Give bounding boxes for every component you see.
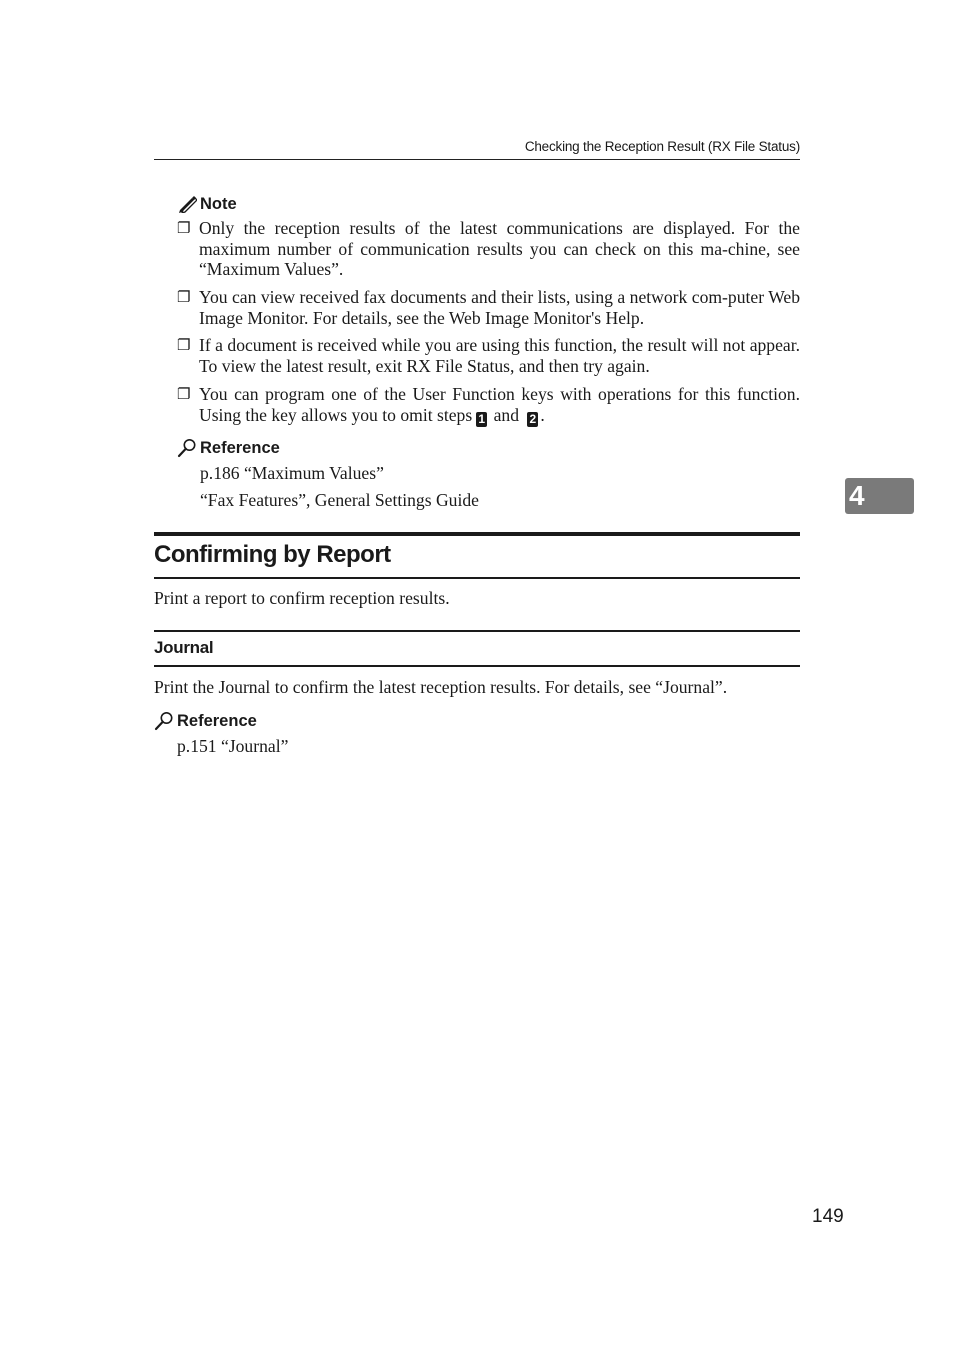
- subsection-title: Journal: [154, 638, 214, 657]
- subsection-bottom-rule: [154, 665, 800, 667]
- pencil-icon: [177, 194, 199, 214]
- note-item: [177, 218, 800, 280]
- checkbox-bullet-icon: ❐: [177, 336, 191, 354]
- reference-heading: [177, 438, 280, 458]
- chapter-tab: 4: [845, 478, 914, 514]
- note-item: [177, 335, 800, 376]
- subsection-top-rule: [154, 630, 800, 632]
- note-item-text: You can program one of the User Function keys with operations for this function. Using the key allows you to omit steps 1 and 2 .: [199, 384, 800, 426]
- note-label: Note: [200, 194, 237, 213]
- page-number: 149: [812, 1206, 844, 1227]
- reference-link[interactable]: p.151 “Journal”: [177, 736, 289, 756]
- subsection-body: Print the Journal to confirm the latest reception results. For details, see “Journal”.: [154, 677, 728, 697]
- section-title: Confirming by Report: [154, 541, 391, 568]
- note-item-text: Only the reception results of the latest communications are displayed. For the maximum number of communication results you can check on this ma-chine, see “Maximum Values”.: [199, 218, 800, 279]
- section-intro: Print a report to confirm reception results.: [154, 588, 450, 608]
- note-item: [177, 384, 800, 427]
- running-header: Checking the Reception Result (RX File Status): [524, 139, 800, 154]
- note-item: [177, 287, 800, 328]
- reference-link[interactable]: “Fax Features”, General Settings Guide: [200, 490, 479, 510]
- reference-heading: [154, 711, 257, 731]
- note-item-text: You can view received fax documents and their lists, using a network com-puter Web Image Monitor. For details, see the Web Image Monitor's Help.: [199, 287, 800, 328]
- section-top-rule: [154, 532, 800, 536]
- reference-link[interactable]: p.186 “Maximum Values”: [200, 463, 384, 483]
- section-bottom-rule: [154, 577, 800, 579]
- checkbox-bullet-icon: ❐: [177, 219, 191, 237]
- note-heading: [177, 194, 237, 214]
- magnifier-icon: [154, 711, 176, 731]
- note-item-text: If a document is received while you are using this function, the result will not appear. To view the latest result, exit RX File Status, and then try again.: [199, 335, 800, 376]
- checkbox-bullet-icon: ❐: [177, 385, 191, 403]
- step-2-key-icon: 2: [527, 412, 538, 427]
- reference-label: Reference: [200, 438, 280, 457]
- header-rule: [154, 159, 800, 160]
- reference-label: Reference: [177, 711, 257, 730]
- magnifier-icon: [177, 438, 199, 458]
- step-1-key-icon: 1: [476, 412, 487, 427]
- checkbox-bullet-icon: ❐: [177, 288, 191, 306]
